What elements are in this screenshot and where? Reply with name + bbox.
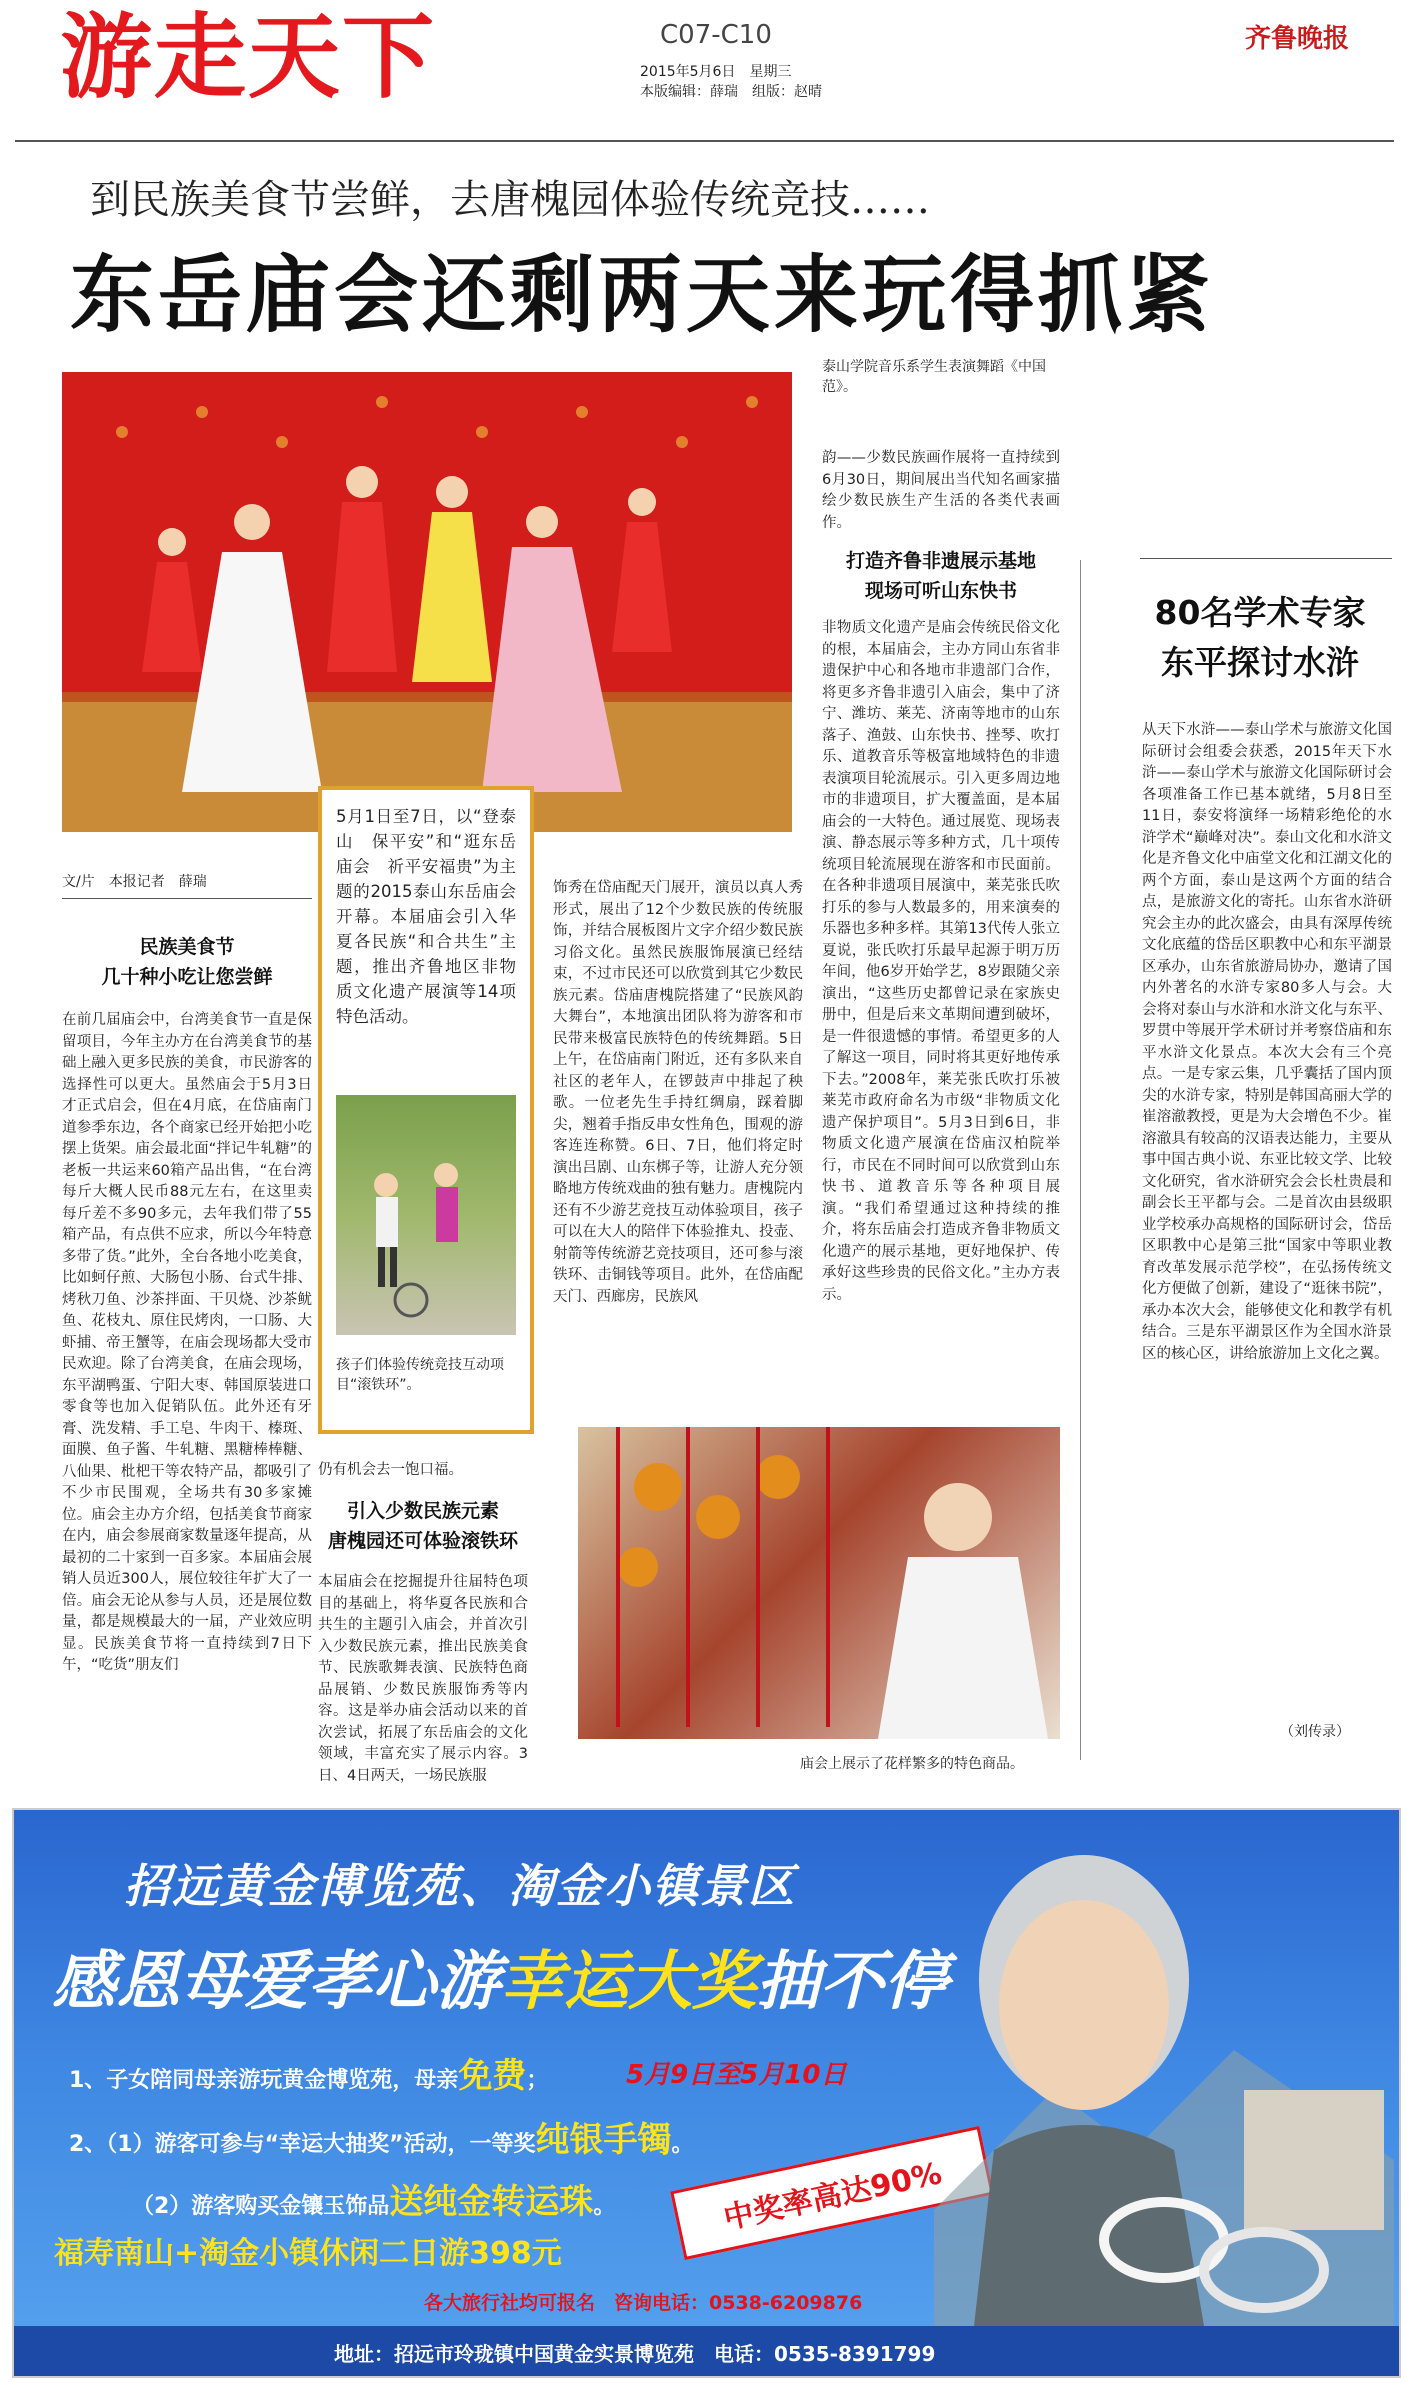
intro-callout (318, 786, 534, 1434)
hoop-photo (336, 1095, 516, 1335)
advertisement[interactable] (12, 1808, 1401, 2378)
ad-prize-rate: 中奖率高达90% (720, 2156, 945, 2237)
ad-slogan (52, 1930, 948, 2022)
ad-offer-1 (69, 2048, 548, 2097)
byline-rule (62, 898, 312, 899)
page-range: C07-C10 (660, 20, 772, 50)
ad-offer-highlight: 免费 (458, 2056, 527, 2096)
market-photo-illustration (578, 1427, 1060, 1739)
section-title: 游走天下 (60, 4, 437, 111)
ad-offer-text: 。 (593, 2194, 616, 2219)
section-ethnic-elements-title (318, 1496, 528, 1556)
ad-offer-text: 。 (671, 2132, 694, 2157)
sidebar-author: （刘传录） (1280, 1724, 1350, 1740)
sidebar-title-line: 80名学术专家 (1154, 593, 1366, 632)
hoop-photo-caption: 孩子们体验传统竞技互动项目“滚铁环”。 (336, 1357, 504, 1393)
column-3-text: 饰秀在岱庙配天门展开，演员以真人秀形式，展出了12个少数民族的传统服饰，并结合展板图片文字介绍少数民族习俗文化。虽然民族服饰展演已经结束，不过市民还可以欣赏到其它少数民族元素。岱庙唐槐院搭建了“民族风韵大舞台”，本地演出团队将为游客和市民带来极富民族特色的传统舞蹈。5日上午，在岱庙南门附近，还有多队来自社区的老年人，在锣鼓声中排起了秧歌。一位老先生手持红绸扇，踩着脚尖，翘着手指反串女性角色，围观的游客连连称赞。6日、7日，他们将定时演出吕剧、山东梆子等，让游人充分领略地方传统戏曲的独有魅力。唐槐院内还有不少游艺竞技互动体验项目，孩子可以在大人的陪伴下体验推丸、投壶、射箭等传统游艺竞技项目，还可参与滚铁环、击铜钱等项目。此外，在岱庙配天门、西廊房，民族风 (553, 880, 803, 1305)
ad-offer-text: 2、（1）游客可参与“幸运大抽奖”活动，一等奖 (69, 2132, 536, 2157)
column-2-text-b: 本届庙会在挖掘提升往届特色项目的基础上，将华夏各民族和合共生的主题引入庙会，并首次引入少数民族元素，推出民族美食节、民族歌舞表演、民族特色商品展销、少数民族服饰秀等内容。这是举办庙会活动以来的首次尝试，拓展了东岳庙会的文化领域，丰富充实了展示内容。3日、4日两天，一场民族服 (318, 1574, 528, 1784)
section-title-line: 民族美食节 (139, 936, 235, 958)
ad-slogan-part: 感恩母爱孝心游 (52, 1945, 500, 2019)
column-4-text-a: 韵——少数民族画作展将一直持续到6月30日，期间展出当代知名画家描绘少数民族生产生活的各类代表画作。 (822, 450, 1060, 531)
section-title-line: 打造齐鲁非遗展示基地 (845, 550, 1036, 572)
ad-offer-text: ； (526, 2068, 549, 2093)
ad-dates: 5月9日至5月10日 (626, 2060, 847, 2090)
section-heritage-title (822, 546, 1060, 606)
newspaper-logo: 齐鲁晚报 (1244, 24, 1349, 54)
ad-offer-3 (132, 2174, 615, 2223)
ad-offer-text: 1、子女陪同母亲游玩黄金博览苑，母亲 (69, 2068, 459, 2093)
callout-text: 5月1日至7日，以“登泰山 保平安”和“逛东岳庙会 祈平安福贵”为主题的2015泰山东岳庙会开幕。本届庙会引入华夏各民族“和合共生”主题，推出齐鲁地区非物质文化遗产展演等14项特色活动。 (336, 807, 516, 1026)
section-food-festival-title (62, 932, 312, 992)
ad-portrait-illustration (934, 1830, 1394, 2326)
dance-photo-illustration (62, 372, 792, 832)
market-photo (578, 1427, 1060, 1739)
ad-contact: 各大旅行社均可报名 咨询电话：0538-6209876 (424, 2292, 863, 2314)
sidebar-text: 从天下水浒——泰山学术与旅游文化国际研讨会组委会获悉，2015年天下水浒——泰山学术与旅游文化国际研讨会各项准备工作已基本就绪，5月8日至11日，泰安将演绎一场精彩绝伦的水浒学术“巅峰对决”。泰山文化和水浒文化是齐鲁文化中庙堂文化和江湖文化的两个方面，泰山是这两个方面的结合点，是旅游文化的寄托。山东省水浒研究会主办的此次盛会，由具有深厚传统文化底蕴的岱岳区职教中心和东平湖景区承办，山东省旅游局协办，邀请了国内外著名的水浒专家80多人与会。大会将对泰山与水浒和水浒文化与东平、罗贯中等展开学术研讨并考察岱庙和东平水浒文化景点。本次大会有三个亮点。一是专家云集，几乎囊括了国内顶尖的水浒专家，特别是韩国高丽大学的崔溶澈教授，更是为大会增色不少。崔溶澈具有较高的汉语表达能力，主要从事中国古典小说、东亚比较文学、比较文化研究，省水浒研究会会长杜贵晨和副会长王平都与会。二是首次由县级职业学校承办高规格的国际研讨会，岱岳区职教中心是第三批“国家中等职业教育改革发展示范学校”，在弘扬传统文化方便做了创新，建设了“逛徕书院”，承办本次大会，能够使文化和教学有机结合。三是东平湖景区作为全国水浒景区的核心区，讲给旅游加上文化之翼。 (1142, 722, 1392, 1362)
sidebar-top-rule (1140, 558, 1392, 559)
section-title-line: 几十种小吃让您尝鲜 (101, 966, 273, 988)
hoop-photo-illustration (336, 1095, 516, 1335)
issue-date: 2015年5月6日 星期三 (640, 64, 792, 80)
editors: 本版编辑：薛瑞 组版：赵晴 (640, 84, 822, 100)
column-1-text: 在前几届庙会中，台湾美食节一直是保留项目，今年主办方在台湾美食节的基础上融入更多民族的美食，市民游客的选择性可以更大。虽然庙会于5月3日才正式启会，但在4月底，在岱庙南门道参季东边，各个商家已经开始把小吃摆上货架。庙会最北面“拌记牛轧糖”的老板一共运来60箱产品出售，“在台湾每斤大概人民币88元左右，在这里卖每斤差不多90多元，去年我们带了55箱产品，有点供不应求，所以今年特意多带了货。”此外，全台各地小吃美食，比如蚵仔煎、大肠包小肠、台式牛排、烤秋刀鱼、沙茶拌面、干贝烧、沙茶鱿鱼、花枝丸、原住民烤肉，一口肠、大虾捕、帝王蟹等，在庙会现场都大受市民欢迎。除了台湾美食，在庙会现场，东平湖鸭蛋、宁阳大枣、韩国原装进口零食等也加入促销队伍。此外还有牙膏、洗发精、手工皂、牛肉干、榛斑、面膜、鱼子酱、牛轧糖、黑糖棒棒糖、八仙果、枇杷干等农特产品，都吸引了不少市民围观，全场共有30多家摊位。庙会主办方介绍，包括美食节商家在内，庙会参展商家数量逐年提高，从最初的二十家到一百多家。本届庙会展销人员近300人，展位较往年扩大了一倍。庙会无论从参与人员，还是展位数量，都是规模最大的一届，产业效应明显。民族美食节将一直持续到7日下午，“吃货”朋友们 (62, 1012, 312, 1673)
ad-slogan-part: 抽不停 (756, 1945, 948, 2019)
ad-slogan-highlight: 幸运大奖 (500, 1945, 756, 2019)
section-title-line: 唐槐园还可体验滚铁环 (327, 1530, 518, 1552)
article-subhead: 到民族美食节尝鲜，去唐槐园体验传统竞技…… (90, 177, 930, 223)
column-4-text-b: 非物质文化遗产是庙会传统民俗文化的根，本届庙会，主办方同山东省非遗保护中心和各地市非遗部门合作，将更多齐鲁非遗引入庙会，集中了济宁、潍坊、莱芜、济南等地市的山东落子、渔鼓、山东快书、挫琴、吹打乐、道教音乐等极富地域特色的非遗表演项目轮流展示。引入更多周边地市的非遗项目，扩大覆盖面，是本届庙会的一大特色。通过展览、现场表演、静态展示等多种方式，几十项传统项目轮流展现在游客和市民面前。在各种非遗项目展演中，莱芜张氏吹打乐的参与人数最多的，用来演奏的乐器也多种多样。其第13代传人张立夏说，张氏吹打乐最早起源于明万历年间，他6岁开始学艺，8岁跟随父亲演出，“这些历史都曾记录在家族史册中，但是后来文革期间遭到破坏，是一件很遗憾的事情。希望更多的人了解这一项目，同时将其更好地传承下去。”2008年，莱芜张氏吹打乐被莱芜市政府命名为市级“非物质文化遗产保护项目”。5月3日到6日，非物质文化遗产展演在岱庙汉柏院举行，市民在不同时间可以欣赏到山东快书、道教音乐等各种项目展演。“我们希望通过这种持续的推介，将东岳庙会打造成齐鲁非物质文化遗产的展示基地，更好地保护、传承好这些珍贵的民俗文化。”主办方表示。 (822, 620, 1060, 1303)
ad-offer-2 (69, 2112, 694, 2161)
ad-headline: 招远黄金博览苑、淘金小镇景区 (124, 1859, 796, 1913)
section-title-line: 引入少数民族元素 (346, 1500, 499, 1522)
ad-tour: 福寿南山+淘金小镇休闲二日游398元 (54, 2236, 562, 2271)
column-2-text-a: 仍有机会去一饱口福。 (318, 1462, 463, 1478)
byline: 文/片 本报记者 薛瑞 (62, 874, 207, 890)
masthead-divider (15, 140, 1394, 142)
sidebar-title (1120, 588, 1400, 688)
dance-photo (62, 372, 792, 832)
sidebar-divider (1080, 560, 1081, 1760)
issue-meta (640, 62, 822, 102)
ad-offer-highlight: 纯银手镯 (535, 2120, 672, 2160)
ad-footer (14, 2326, 1399, 2376)
photo-caption: 泰山学院音乐系学生表演舞蹈《中国范》。 (822, 359, 1046, 395)
ad-offer-highlight: 送纯金转运珠 (389, 2182, 594, 2222)
section-title-line: 现场可听山东快书 (864, 580, 1017, 602)
ad-offer-text: （2）游客购买金镶玉饰品 (132, 2194, 390, 2219)
article-headline: 东岳庙会还剩两天来玩得抓紧 (70, 245, 1215, 344)
market-photo-caption: 庙会上展示了花样繁多的特色商品。 (800, 1756, 1024, 1772)
ad-address: 地址：招远市玲珑镇中国黄金实景博览苑 电话：0535-8391799 (334, 2342, 936, 2366)
sidebar-title-line: 东平探讨水浒 (1161, 643, 1359, 682)
